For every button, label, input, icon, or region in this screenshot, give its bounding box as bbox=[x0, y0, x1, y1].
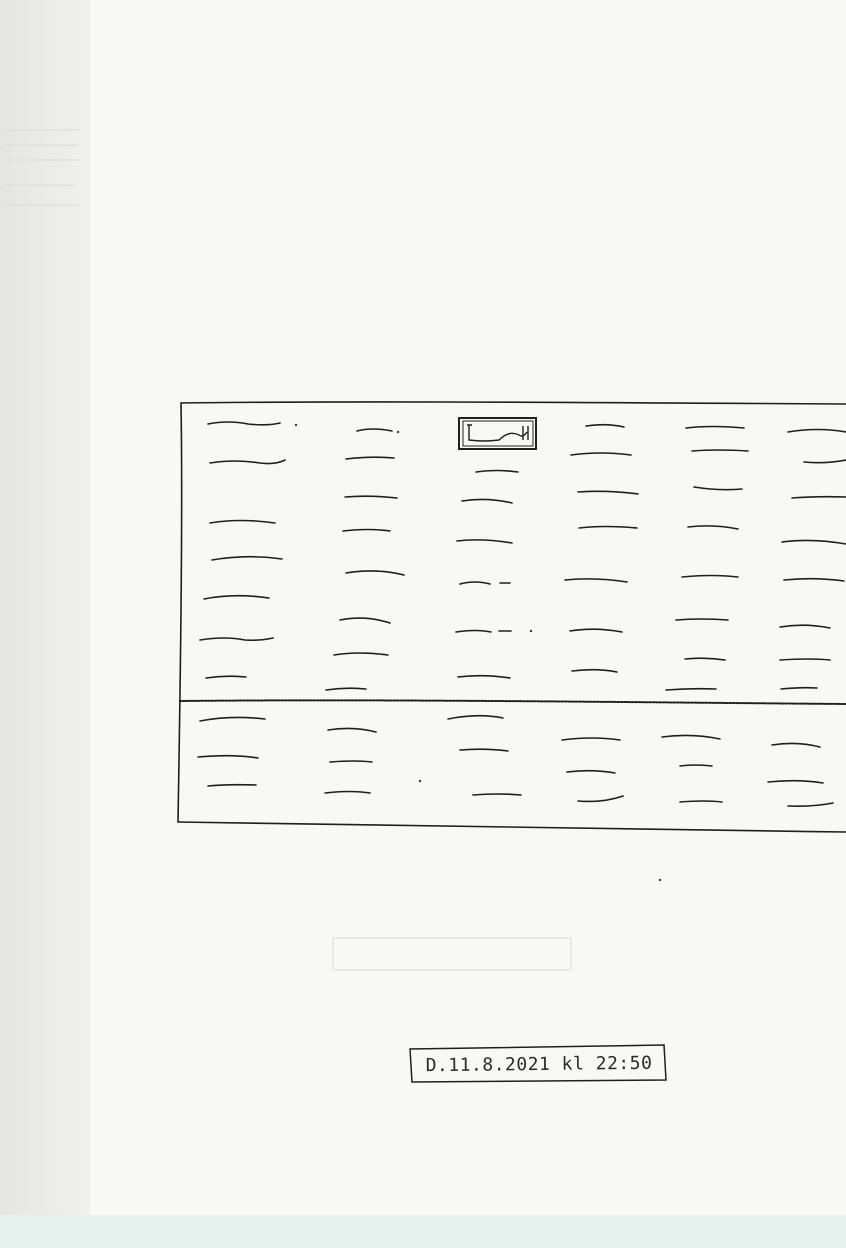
page-body bbox=[90, 0, 846, 1215]
page-bottom-band bbox=[0, 1215, 846, 1248]
date-stamp: D.11.8.2021 kl 22:50 bbox=[425, 1052, 653, 1076]
page-edge-left bbox=[0, 0, 90, 1248]
